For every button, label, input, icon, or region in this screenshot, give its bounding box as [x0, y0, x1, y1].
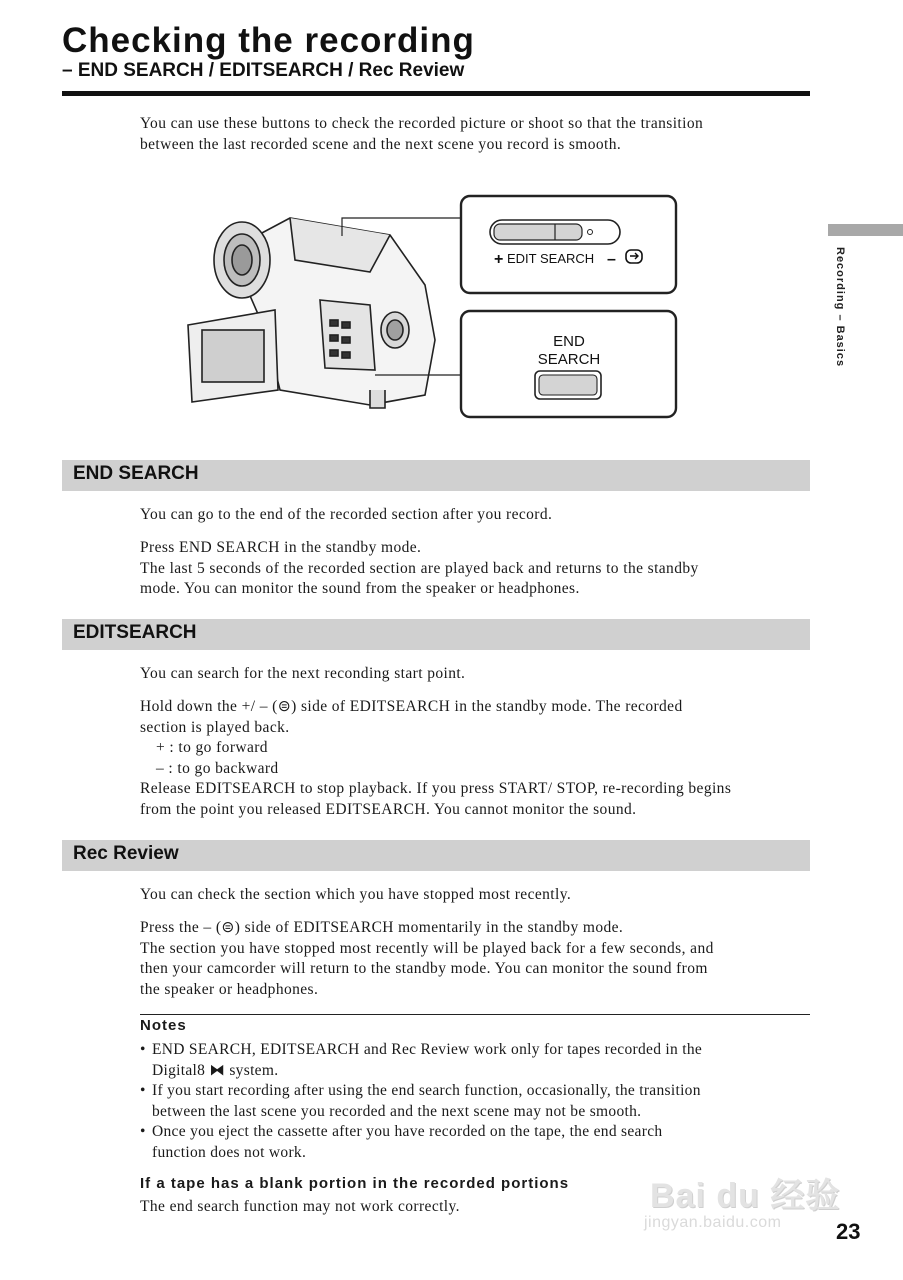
edit-search-minus: – [607, 251, 616, 268]
side-tab-label: Recording – Basics [834, 247, 846, 368]
section-heading: Rec Review [73, 843, 179, 864]
baidu-watermark [640, 1160, 850, 1240]
body-line: mode. You can monitor the sound from the speaker or headphones. [140, 580, 580, 597]
section-header-end-search [62, 460, 810, 491]
blank-portion-heading: If a tape has a blank portion in the recorded portions [140, 1175, 570, 1192]
end-search-intro: You can go to the end of the recorded section after you record. [140, 506, 553, 523]
notes-heading: Notes [140, 1017, 187, 1034]
intro-line: between the last recorded scene and the next scene you record is smooth. [140, 135, 622, 153]
body-line: Hold down the +/ – (⊜) side of EDITSEARCH in the standby mode. The recorded [140, 698, 683, 715]
note-line: END SEARCH, EDITSEARCH and Rec Review work only for tapes recorded in the [152, 1041, 703, 1058]
note-line: between the last scene you recorded and the next scene may not be smooth. [152, 1102, 642, 1120]
note-item [140, 1081, 815, 1122]
body-line: Press END SEARCH in the standby mode. [140, 539, 422, 556]
body-line: from the point you released EDITSEARCH. You cannot monitor the sound. [140, 800, 637, 818]
note-item [140, 1122, 815, 1163]
camcorder-illustration [188, 218, 435, 408]
end-search-label-line1: END [553, 333, 585, 350]
title-rule [62, 91, 810, 96]
page-title: Checking the recording [62, 21, 475, 60]
page-subtitle: – END SEARCH / EDITSEARCH / Rec Review [62, 60, 465, 81]
note-line: Digital8 ⧓ system. [152, 1061, 279, 1079]
edit-search-label: EDIT SEARCH [507, 251, 595, 266]
watermark-url: jingyan.baidu.com [644, 1214, 782, 1231]
note-line: Once you eject the cassette after you have recorded on the tape, the end search [152, 1123, 663, 1140]
note-line: If you start recording after using the end search function, occasionally, the transition [152, 1082, 701, 1099]
end-search-body [140, 538, 815, 600]
bullet-marker: • [140, 1082, 146, 1099]
blank-portion-text: The end search function may not work correctly. [140, 1198, 460, 1215]
watermark-brand: Bai du 经验 [650, 1177, 841, 1215]
intro-paragraph [140, 114, 815, 155]
section-heading: END SEARCH [73, 463, 199, 484]
body-line: The last 5 seconds of the recorded section are played back and returns to the standby [140, 559, 699, 577]
side-tab-marker [828, 224, 903, 236]
bullet-marker: • [140, 1041, 146, 1058]
camcorder-figure [170, 190, 690, 425]
rec-review-intro: You can check the section which you have stopped most recently. [140, 886, 572, 903]
editsearch-body [140, 697, 815, 820]
section-header-editsearch [62, 619, 810, 650]
section-header-rec-review [62, 840, 810, 871]
end-search-label-line2: SEARCH [537, 351, 601, 368]
body-line: the speaker or headphones. [140, 980, 319, 998]
body-line: then your camcorder will return to the standby mode. You can monitor the sound from [140, 960, 708, 977]
body-line-forward: + : to go forward [156, 739, 268, 756]
intro-line: You can use these buttons to check the recorded picture or shoot so that the transition [140, 115, 704, 132]
notes-rule [140, 1014, 810, 1015]
section-heading: EDITSEARCH [73, 622, 197, 643]
note-line: function does not work. [152, 1143, 307, 1161]
body-line-backward: – : to go backward [156, 759, 279, 777]
bullet-marker: • [140, 1123, 146, 1140]
body-line: section is played back. [140, 718, 290, 736]
body-line: Release EDITSEARCH to stop playback. If you press START/ STOP, re-recording begins [140, 780, 732, 797]
rec-review-body [140, 918, 815, 1000]
editsearch-intro: You can search for the next reconding start point. [140, 665, 466, 682]
rec-review-icon [626, 250, 642, 263]
note-item [140, 1040, 815, 1081]
edit-search-plus: + [494, 251, 504, 268]
body-line: The section you have stopped most recently will be played back for a few seconds, and [140, 939, 714, 957]
body-line: Press the – (⊜) side of EDITSEARCH momentarily in the standby mode. [140, 919, 624, 936]
page-number: 23 [836, 1219, 861, 1244]
